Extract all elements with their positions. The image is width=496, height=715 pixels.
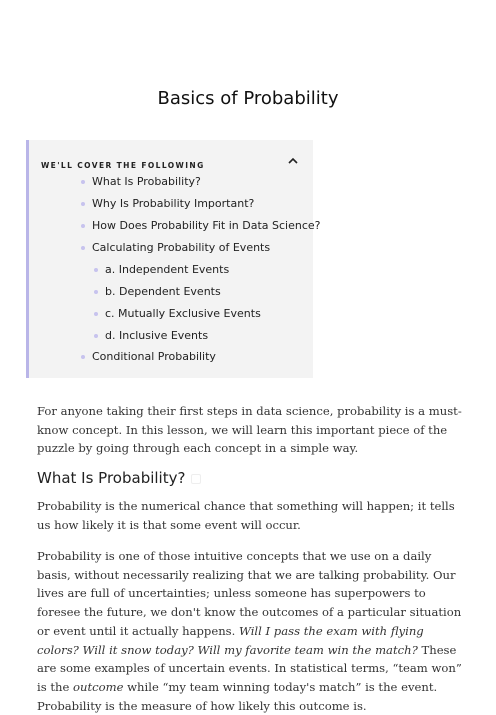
toc-item-data-science[interactable] bbox=[92, 219, 321, 232]
toc-item-inclusive[interactable] bbox=[105, 329, 208, 342]
toc-item-why-important[interactable] bbox=[92, 197, 254, 210]
toc-item-label: What Is Probability? bbox=[92, 175, 201, 188]
explanation-paragraph bbox=[37, 547, 462, 715]
toc-item-label: a. Independent Events bbox=[105, 263, 230, 276]
bullet-icon bbox=[94, 268, 98, 272]
toc-item-dependent[interactable] bbox=[105, 285, 221, 298]
italic-term: outcome bbox=[73, 679, 124, 694]
toc-item-mutually-exclusive[interactable] bbox=[105, 307, 261, 320]
toc-item-label: How Does Probability Fit in Data Science? bbox=[92, 219, 321, 232]
toc-header[interactable] bbox=[41, 153, 301, 170]
bullet-icon bbox=[94, 290, 98, 294]
intro-paragraph: For anyone taking their first steps in data science, probability is a must-know concept. In this lesson, we will learn this important piece of the puzzle by going through each concept in a simple way. bbox=[37, 404, 462, 456]
link-icon[interactable] bbox=[191, 474, 201, 484]
text-run: while “my team winning today's match” is the event. Probability is the measure of how likely this outcome is. bbox=[37, 679, 438, 713]
toc-heading: WE'LL COVER THE FOLLOWING bbox=[41, 161, 205, 170]
toc-item-label: Calculating Probability of Events bbox=[92, 241, 271, 254]
bullet-icon bbox=[94, 312, 98, 316]
toc-item-label: Conditional Probability bbox=[92, 350, 216, 363]
toc-item-label: d. Inclusive Events bbox=[105, 329, 209, 342]
toc-item-conditional[interactable] bbox=[92, 350, 216, 363]
bullet-icon bbox=[81, 246, 85, 250]
toc-item-label: c. Mutually Exclusive Events bbox=[105, 307, 261, 320]
page-title: Basics of Probability bbox=[157, 88, 339, 110]
toc-item-calculating[interactable] bbox=[92, 241, 270, 254]
table-of-contents bbox=[26, 140, 321, 378]
bullet-icon bbox=[94, 334, 98, 338]
text-run: Probability is one of those intuitive concepts that we use on a daily basis, without necessarily realizing that we are talking probability. Our lives are full of uncertainties; unless someone has superpowers to foresee the future, we don't know the outcomes of a particular situation or event until it actually happens. bbox=[37, 549, 462, 638]
italic-examples: Will I pass the exam with flying colors? Will it snow today? Will my favorite team win the match? bbox=[37, 623, 424, 657]
text-run: These are some examples of uncertain events. In statistical terms, “team won” is the bbox=[37, 642, 462, 694]
toc-item-label: Why Is Probability Important? bbox=[92, 197, 255, 210]
bullet-icon bbox=[81, 224, 85, 228]
section-heading bbox=[37, 469, 201, 487]
bullet-icon bbox=[81, 180, 85, 184]
bullet-icon bbox=[81, 355, 85, 359]
bullet-icon bbox=[81, 202, 85, 206]
toc-item-label: b. Dependent Events bbox=[105, 285, 221, 298]
definition-paragraph: Probability is the numerical chance that something will happen; it tells us how likely it is that some event will occur. bbox=[37, 499, 455, 532]
chevron-up-icon[interactable] bbox=[287, 152, 299, 164]
section-heading-text: What Is Probability? bbox=[37, 469, 186, 487]
toc-item-what-is-probability[interactable] bbox=[92, 175, 201, 188]
toc-item-independent[interactable] bbox=[105, 263, 229, 276]
